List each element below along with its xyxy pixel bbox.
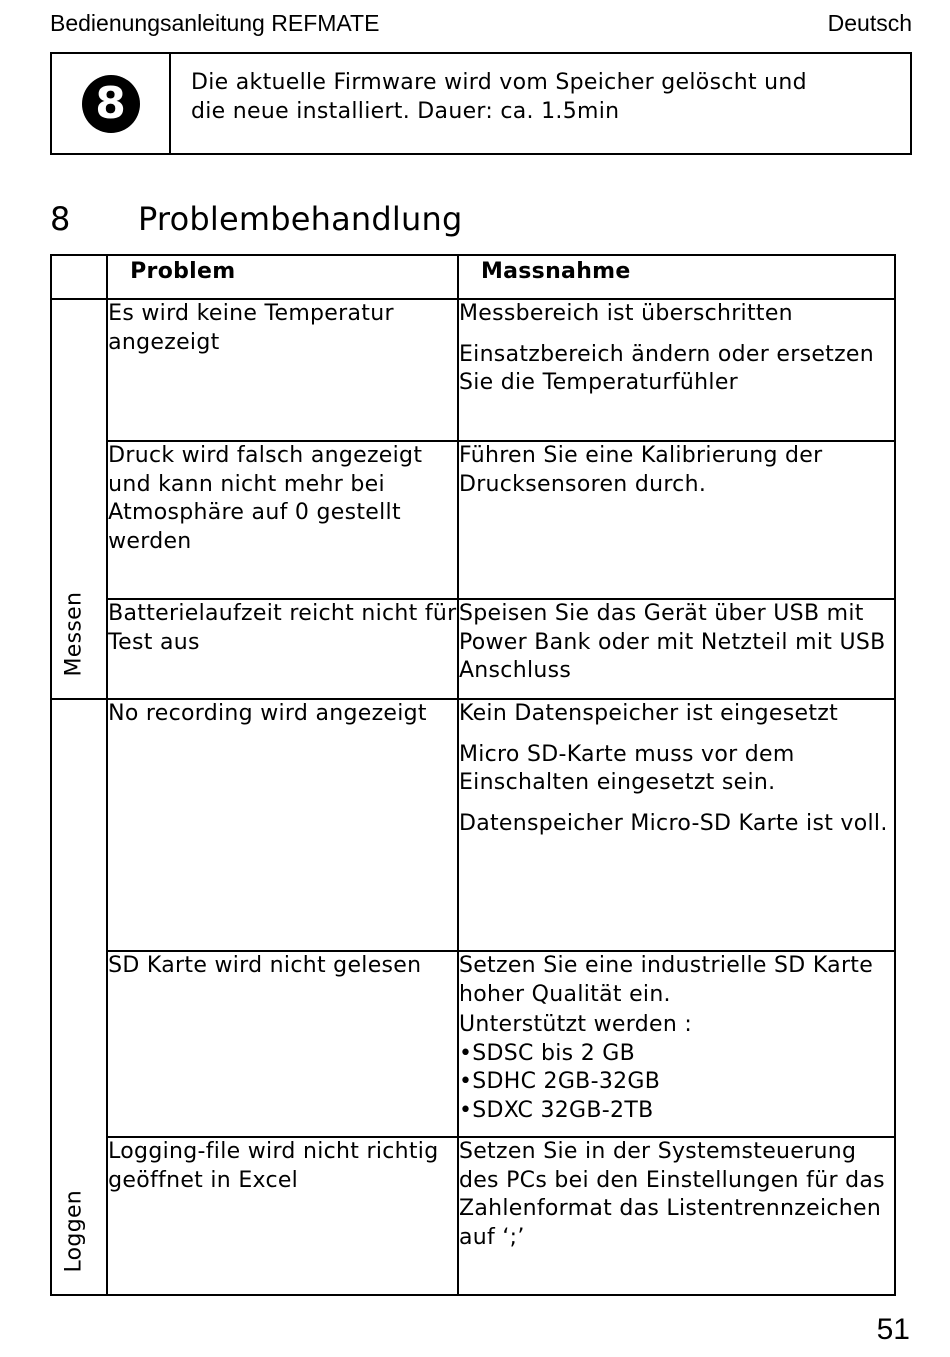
header-measure: Massnahme bbox=[458, 255, 895, 299]
category-cell-loggen bbox=[51, 699, 107, 1295]
measure-text: Setzen Sie eine industrielle SD Karte hoher Qualität ein. bbox=[458, 953, 874, 1007]
measure-cell bbox=[458, 599, 895, 699]
list-item: • SDHC 2GB-32GB bbox=[459, 1068, 894, 1097]
section-title: Problembehandlung bbox=[138, 200, 463, 238]
problem-cell: Logging-file wird nicht richtig geöffnet in Excel bbox=[107, 1137, 458, 1295]
problem-cell: No recording wird angezeigt bbox=[107, 699, 458, 951]
running-header-title: Bedienungsanleitung REFMATE bbox=[50, 10, 380, 36]
problem-cell: SD Karte wird nicht gelesen bbox=[107, 951, 458, 1137]
measure-text: Setzen Sie in der Systemsteuerung des PCs bei den Einstellungen für das Zahlenformat das Listentrennzeichen auf ‘;’ bbox=[458, 1139, 885, 1250]
measure-text: Unterstützt werden : bbox=[458, 1012, 693, 1037]
table-row bbox=[51, 951, 895, 1137]
measure-cell bbox=[458, 441, 895, 599]
table-header-row bbox=[51, 255, 895, 299]
step-number-cell bbox=[52, 54, 171, 153]
section-number: 8 bbox=[50, 200, 71, 238]
list-item: • SDSC bis 2 GB bbox=[459, 1040, 894, 1069]
category-label-loggen: Loggen bbox=[61, 1189, 87, 1272]
measure-text: Kein Datenspeicher ist eingesetzt bbox=[458, 701, 839, 726]
table-row bbox=[51, 599, 895, 699]
measure-text: Messbereich ist überschritten bbox=[458, 301, 793, 326]
list-item: • SDXC 32GB-2TB bbox=[459, 1097, 894, 1126]
measure-text: Micro SD-Karte muss vor dem Einschalten eingesetzt sein. bbox=[458, 741, 795, 795]
category-cell-messen bbox=[51, 299, 107, 699]
step-number-badge: 8 bbox=[82, 75, 140, 133]
table-row bbox=[51, 699, 895, 951]
step-text-line-2: die neue installiert. Dauer: ca. 1.5min bbox=[191, 99, 620, 124]
page-number: 51 bbox=[876, 1313, 910, 1346]
measure-text: Speisen Sie das Gerät über USB mit Power Bank oder mit Netzteil mit USB Anschluss bbox=[458, 601, 886, 683]
measure-text: Einsatzbereich ändern oder ersetzen Sie die Temperaturfühler bbox=[458, 341, 875, 395]
step-box bbox=[50, 52, 912, 155]
running-header-language: Deutsch bbox=[827, 10, 912, 36]
measure-cell bbox=[458, 699, 895, 951]
measure-cell bbox=[458, 1137, 895, 1295]
bullet-list bbox=[459, 1040, 894, 1126]
problem-cell: Es wird keine Temperatur angezeigt bbox=[107, 299, 458, 441]
table-row bbox=[51, 441, 895, 599]
measure-cell bbox=[458, 951, 895, 1137]
section-heading bbox=[50, 200, 462, 238]
problem-cell: Batterielaufzeit reicht nicht für Test aus bbox=[107, 599, 458, 699]
measure-cell bbox=[458, 299, 895, 441]
troubleshooting-table bbox=[50, 254, 896, 1296]
measure-text: Datenspeicher Micro-SD Karte ist voll. bbox=[458, 810, 888, 836]
category-label-messen: Messen bbox=[61, 591, 87, 676]
step-text-line-1: Die aktuelle Firmware wird vom Speicher gelöscht und bbox=[191, 70, 807, 95]
problem-cell: Druck wird falsch angezeigt und kann nicht mehr bei Atmosphäre auf 0 gestellt werden bbox=[107, 441, 458, 599]
header-problem: Problem bbox=[107, 255, 458, 299]
step-description bbox=[171, 54, 827, 153]
header-category bbox=[51, 255, 107, 299]
measure-text: Führen Sie eine Kalibrierung der Drucksensoren durch. bbox=[458, 443, 823, 497]
table-row bbox=[51, 1137, 895, 1295]
table-row bbox=[51, 299, 895, 441]
